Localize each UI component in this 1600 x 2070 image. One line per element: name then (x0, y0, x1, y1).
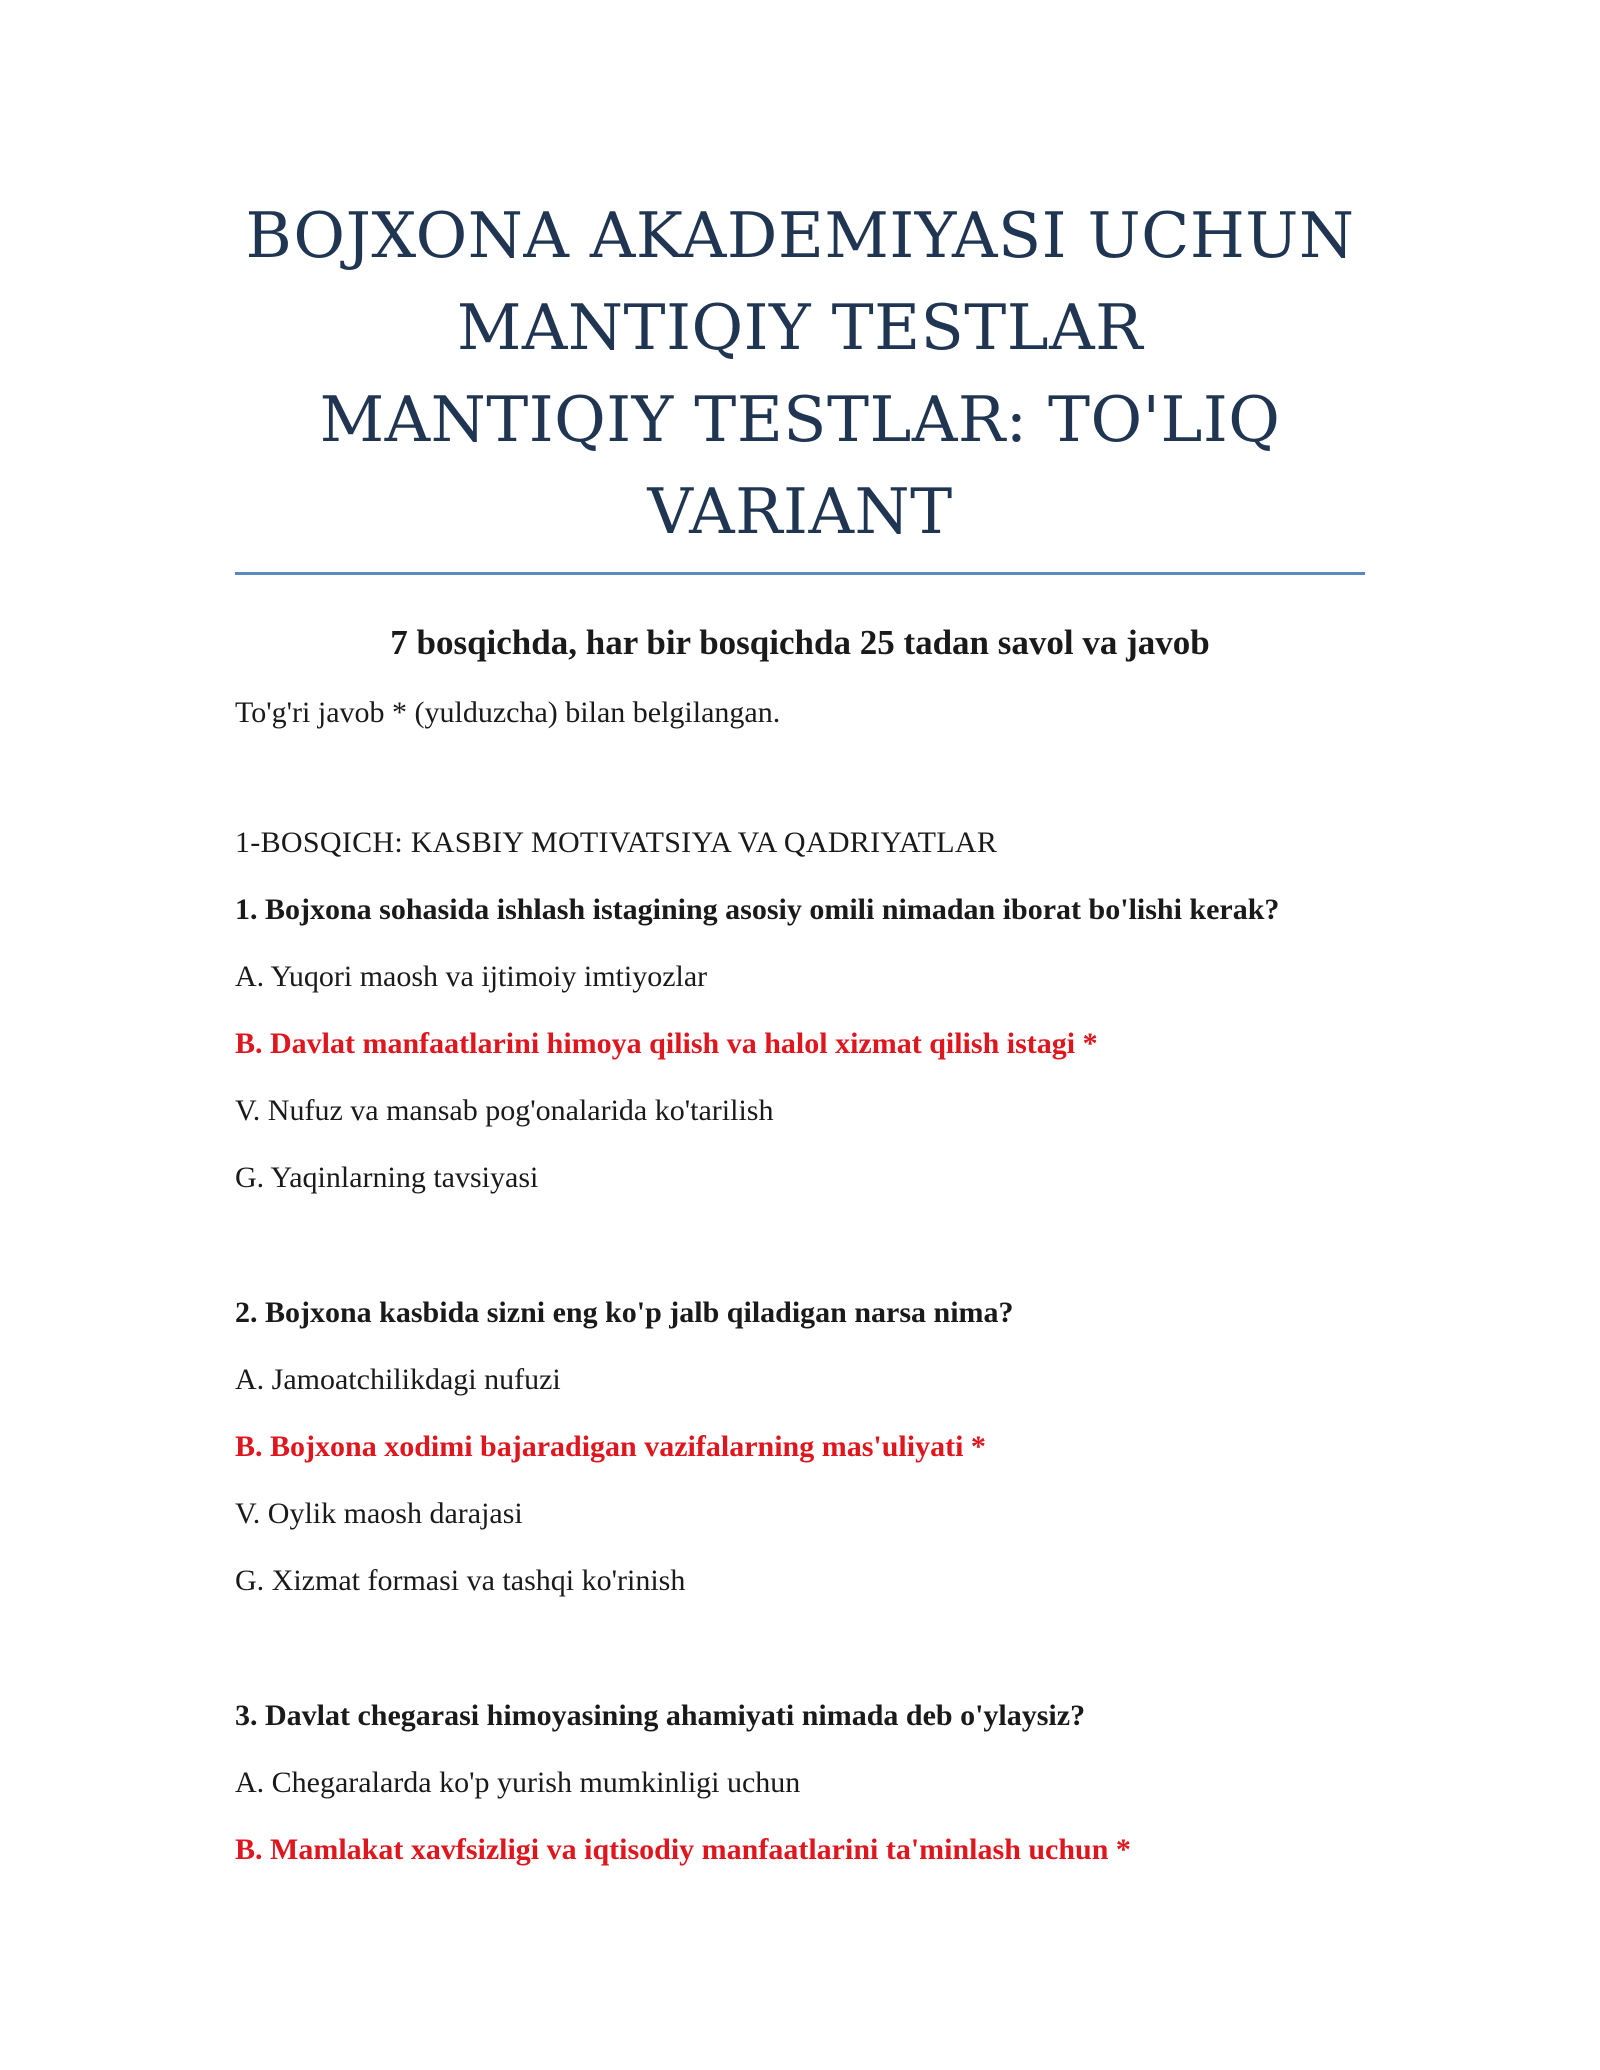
answer-option-correct: B. Davlat manfaatlarini himoya qilish va halol xizmat qilish istagi * (235, 1027, 1098, 1060)
title-line-1: BOJXONA AKADEMIYASI UCHUN (245, 199, 1355, 272)
answer-key-note: To'g'ri javob * (yulduzcha) bilan belgilangan. (235, 696, 781, 729)
answer-option-correct: B. Mamlakat xavfsizligi va iqtisodiy manfaatlarini ta'minlash uchun * (235, 1833, 1131, 1866)
answer-option: G. Yaqinlarning tavsiyasi (235, 1161, 539, 1194)
answer-option: A. Chegaralarda ko'p yurish mumkinligi uchun (235, 1766, 801, 1799)
document-title (235, 190, 1365, 558)
title-divider (235, 572, 1365, 575)
question-block (235, 890, 1365, 1198)
question-block (235, 1293, 1365, 1601)
title-line-2: MANTIQIY TESTLAR (456, 291, 1144, 364)
answer-option-correct: B. Bojxona xodimi bajaradigan vazifalarning mas'uliyati * (235, 1430, 986, 1463)
stage-heading: 1-BOSQICH: KASBIY MOTIVATSIYA VA QADRIYATLAR (235, 826, 998, 859)
document-subtitle: 7 bosqichda, har bir bosqichda 25 tadan savol va javob (390, 623, 1210, 662)
question-text: 1. Bojxona sohasida ishlash istagining asosiy omili nimadan iborat bo'lishi kerak? (235, 893, 1280, 926)
title-line-3: MANTIQIY TESTLAR: TO'LIQ (319, 383, 1281, 456)
title-line-4: VARIANT (647, 475, 953, 548)
document-page (235, 190, 1365, 1870)
answer-option: A. Yuqori maosh va ijtimoiy imtiyozlar (235, 960, 708, 993)
answer-option: V. Nufuz va mansab pog'onalarida ko'tarilish (235, 1094, 774, 1127)
question-text: 2. Bojxona kasbida sizni eng ko'p jalb qiladigan narsa nima? (235, 1296, 1014, 1329)
question-text: 3. Davlat chegarasi himoyasining ahamiyati nimada deb o'ylaysiz? (235, 1699, 1086, 1732)
answer-option: G. Xizmat formasi va tashqi ko'rinish (235, 1564, 686, 1597)
answer-option: V. Oylik maosh darajasi (235, 1497, 523, 1530)
answer-option: A. Jamoatchilikdagi nufuzi (235, 1363, 561, 1396)
question-block (235, 1696, 1365, 1870)
